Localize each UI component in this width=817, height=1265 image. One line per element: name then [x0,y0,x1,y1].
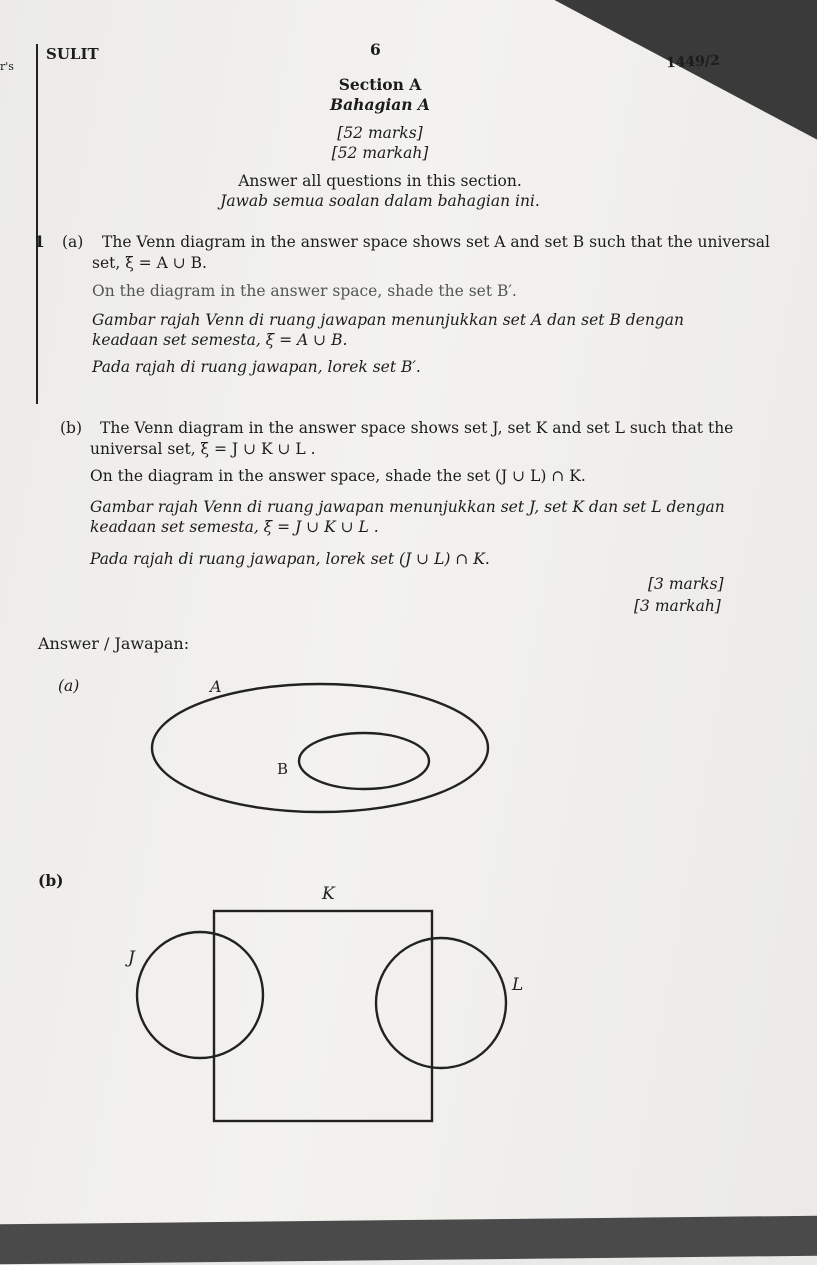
question-marks: [3 marks] [648,575,724,593]
part-a-task-en: On the diagram in the answer space, shade the set B′. [92,282,517,300]
question-marks-ms: [3 markah] [634,597,721,615]
set-l-circle[interactable] [376,938,506,1068]
part-a-task-ms: Pada rajah di ruang jawapan, lorek set B′. [92,358,421,376]
set-a-ellipse[interactable] [152,684,488,812]
paper-code: 1449/2 [665,52,721,72]
venn-diagram-a [140,670,500,820]
set-b-label: B [277,760,289,778]
set-k-label: K [322,884,335,904]
answer-heading: Answer / Jawapan: [38,634,190,653]
diagram-a-label: (a) [58,677,80,695]
set-k-rectangle[interactable] [214,911,432,1121]
instruction-en: Answer all questions in this section. [238,172,522,190]
bottom-shadow [0,1215,817,1264]
set-b-ellipse[interactable] [299,733,429,789]
part-b-line1: The Venn diagram in the answer space shows set J, set K and set L such that the [100,419,734,437]
section-marks-ms: [52 markah] [331,144,429,162]
part-a-label: (a) [62,233,84,251]
header-sulit: SULIT [46,45,99,63]
set-a-label: A [210,677,222,696]
set-j-circle[interactable] [137,932,263,1058]
part-a-line2: set, ξ = A ∪ B. [92,254,207,272]
margin-rule [36,44,38,404]
set-l-label: L [512,975,524,995]
question-number: 1 [34,232,45,251]
section-marks: [52 marks] [337,124,423,142]
part-b-task-ms: Pada rajah di ruang jawapan, lorek set (J ∪ L) ∩ K. [90,550,490,568]
part-a-line1: The Venn diagram in the answer space shows set A and set B such that the universal [102,233,770,251]
set-j-label: J [128,948,135,968]
part-b-ms-line2: keadaan set semesta, ξ = J ∪ K ∪ L . [90,518,379,536]
edge-fragment: r's [0,60,14,73]
section-title-ms: Bahagian A [330,95,430,114]
part-b-ms-line1: Gambar rajah Venn di ruang jawapan menunjukkan set J, set K dan set L dengan [90,498,725,516]
venn-diagram-b [120,875,540,1130]
part-b-label: (b) [60,419,83,437]
part-a-ms-line1: Gambar rajah Venn di ruang jawapan menunjukkan set A dan set B dengan [92,311,685,329]
page-number: 6 [370,40,381,59]
section-title: Section A [338,75,422,94]
instruction-ms: Jawab semua soalan dalam bahagian ini. [220,192,540,210]
part-b-task-en: On the diagram in the answer space, shade the set (J ∪ L) ∩ K. [90,467,586,485]
part-b-line2: universal set, ξ = J ∪ K ∪ L . [90,440,316,458]
part-a-ms-line2: keadaan set semesta, ξ = A ∪ B. [92,331,348,349]
diagram-b-label: (b) [38,871,64,890]
